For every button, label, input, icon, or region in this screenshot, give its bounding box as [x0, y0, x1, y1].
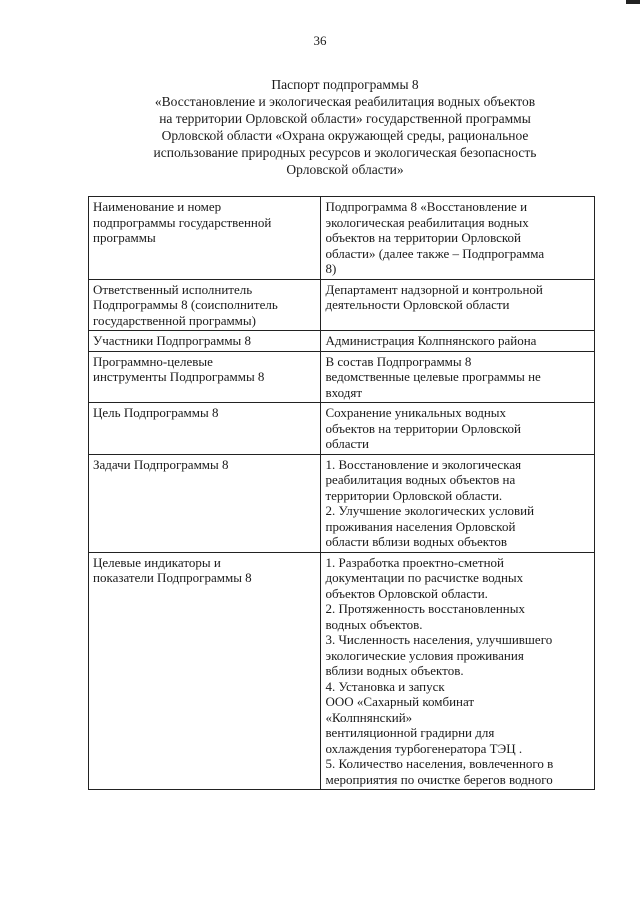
- passport-table: [88, 196, 595, 790]
- table-row: [89, 454, 595, 552]
- row-name-cell: [89, 351, 321, 403]
- cell-text-line: В состав Подпрограммы 8: [325, 353, 472, 369]
- cell-text-line: 2. Протяженность восстановленных: [325, 601, 525, 616]
- cell-text-line: Ответственный исполнитель: [93, 281, 253, 297]
- cell-text-line: области вблизи водных объектов: [325, 534, 508, 549]
- cell-text-line: вентиляционной градирни для: [325, 725, 495, 740]
- row-name-cell: [89, 552, 321, 790]
- cell-text-line: «Колпнянский»: [325, 709, 413, 725]
- cell-text-line: деятельности Орловской области: [325, 297, 510, 312]
- cell-text-line: подпрограммы государственной: [93, 214, 272, 230]
- cell-text-line: 4. Установка и запуск: [325, 678, 445, 694]
- cell-text-line: Наименование и номер: [93, 199, 222, 214]
- cell-text-line: Целевые индикаторы и: [93, 554, 221, 570]
- cell-text-line: Подпрограмма 8 «Восстановление и: [325, 199, 528, 214]
- title-line: Паспорт подпрограммы 8: [271, 77, 419, 92]
- table-row: [89, 197, 595, 280]
- cell-text-line: объектов на территории Орловской: [325, 420, 522, 436]
- cell-text-line: области» (далее также – Подпрограмма: [325, 245, 545, 261]
- cell-text-line: водных объектов.: [325, 616, 423, 632]
- passport-table-body: [89, 197, 595, 790]
- cell-text-line: ведомственные целевые программы не: [325, 369, 541, 384]
- row-name-cell: [89, 197, 321, 280]
- cell-text-line: Департамент надзорной и контрольной: [325, 281, 543, 297]
- scan-corner-mark: [626, 0, 640, 4]
- cell-text-line: 8): [325, 261, 337, 276]
- title-line: «Восстановление и экологическая реабилитация водных объектов: [154, 94, 536, 109]
- cell-text-line: охлаждения турбогенератора ТЭЦ .: [325, 740, 523, 756]
- row-value-cell: [321, 331, 595, 352]
- cell-text-line: Участники Подпрограммы 8: [93, 333, 252, 348]
- cell-text-line: объектов Орловской области.: [325, 585, 488, 601]
- cell-text-line: программы: [93, 230, 156, 245]
- cell-text-line: 2. Улучшение экологических условий: [325, 503, 535, 518]
- title-line: Орловской области «Охрана окружающей среды, рациональное: [161, 128, 529, 143]
- cell-text-line: ООО «Сахарный комбинат: [325, 694, 475, 709]
- cell-text-line: экологические условия проживания: [325, 647, 524, 663]
- cell-text-line: Задачи Подпрограммы 8: [93, 456, 229, 472]
- cell-text-line: объектов на территории Орловской: [325, 230, 522, 245]
- cell-text-line: территории Орловской области.: [325, 487, 503, 503]
- cell-text-line: Администрация Колпнянского района: [325, 333, 537, 348]
- cell-text-line: 1. Восстановление и экологическая: [325, 456, 522, 472]
- row-value-cell: [321, 351, 595, 403]
- table-row: [89, 403, 595, 455]
- row-name-cell: [89, 454, 321, 552]
- table-row: [89, 552, 595, 790]
- cell-text-line: 1. Разработка проектно-сметной: [325, 554, 505, 570]
- row-name-cell: [89, 279, 321, 331]
- table-row: [89, 351, 595, 403]
- cell-text-line: 5. Количество населения, вовлеченного в: [325, 756, 554, 771]
- row-name-cell: [89, 403, 321, 455]
- row-name-cell: [89, 331, 321, 352]
- title-line: Орловской области»: [286, 162, 404, 177]
- cell-text-line: Сохранение уникальных водных: [325, 405, 507, 420]
- cell-text-line: Программно-целевые: [93, 353, 213, 369]
- cell-text-line: 3. Численность населения, улучшившего: [325, 632, 553, 647]
- title-line: на территории Орловской области» государственной программы: [159, 111, 531, 126]
- cell-text-line: инструменты Подпрограммы 8: [93, 369, 265, 384]
- title-line: использование природных ресурсов и экологическая безопасность: [153, 145, 537, 160]
- cell-text-line: проживания населения Орловской: [325, 518, 516, 534]
- cell-text-line: экологическая реабилитация водных: [325, 214, 529, 230]
- table-row: [89, 279, 595, 331]
- row-value-cell: [321, 454, 595, 552]
- cell-text-line: вблизи водных объектов.: [325, 663, 464, 678]
- cell-text-line: государственной программы): [93, 312, 256, 328]
- cell-text-line: реабилитация водных объектов на: [325, 472, 516, 487]
- row-value-cell: [321, 279, 595, 331]
- cell-text-line: входят: [325, 384, 363, 400]
- document-title: [60, 76, 630, 178]
- row-value-cell: [321, 552, 595, 790]
- row-value-cell: [321, 197, 595, 280]
- cell-text-line: Подпрограммы 8 (соисполнитель: [93, 297, 278, 312]
- row-value-cell: [321, 403, 595, 455]
- cell-text-line: документации по расчистке водных: [325, 570, 524, 585]
- page-number: 36: [313, 33, 327, 48]
- cell-text-line: области: [325, 436, 369, 451]
- table-row: [89, 331, 595, 352]
- cell-text-line: Цель Подпрограммы 8: [93, 405, 219, 420]
- cell-text-line: показатели Подпрограммы 8: [93, 570, 252, 585]
- cell-text-line: мероприятия по очистке берегов водного: [325, 771, 553, 787]
